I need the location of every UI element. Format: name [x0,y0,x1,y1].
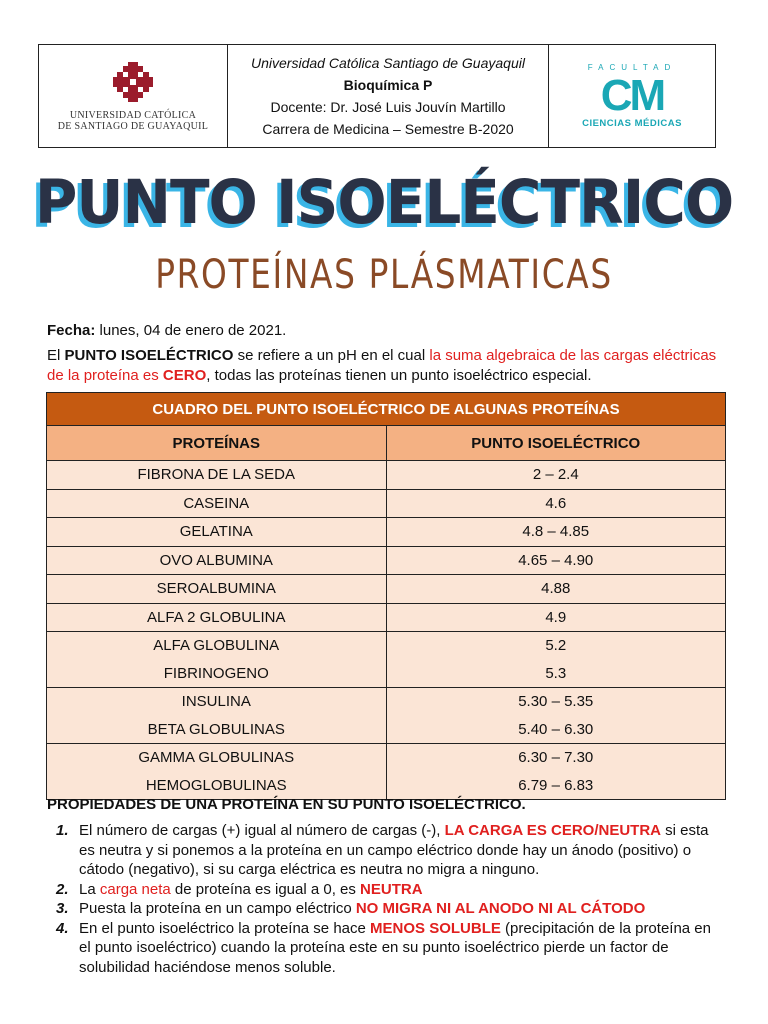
protein-name: OVO ALBUMINA [47,546,387,575]
intro-text-2: se refiere a un pH en el cual [233,347,430,364]
property-text: si esta es neutra y si ponemos a la proteína en un campo eléctrico donde hay un ánodo (positivo) o cátodo (negativo), si su carga eléctrica es neutra no migra a ninguno. [79,822,709,878]
page-subtitle: PROTEÍNAS PLÁSMATICAS [155,252,613,298]
document-header [38,44,716,148]
property-number: 2. [56,880,69,898]
property-text: La [79,880,100,898]
intro-text-1: El [47,347,65,364]
protein-name: FIBRINOGENO [47,660,387,688]
protein-name: GAMMA GLOBULINAS [47,744,387,772]
property-highlight: LA CARGA ES CERO/NEUTRA [444,822,661,839]
property-text: El número de cargas (+) igual al número de cargas (-), [79,822,445,839]
intro-text-3: , todas las proteínas tienen un punto isoeléctrico especial. [206,367,592,384]
table-row [47,744,726,772]
isoelectric-value: 5.30 – 5.35 [386,688,726,716]
course-name: Bioquímica P [343,77,433,93]
isoelectric-value: 4.65 – 4.90 [386,546,726,575]
isoelectric-table [46,392,726,800]
table-row [47,660,726,688]
university-cross-icon [111,60,155,104]
table-row [47,461,726,490]
protein-name: ALFA 2 GLOBULINA [47,603,387,632]
protein-name: CASEINA [47,489,387,518]
isoelectric-value: 5.2 [386,632,726,660]
table-row [47,546,726,575]
table-row [47,716,726,744]
isoelectric-value: 4.9 [386,603,726,632]
property-number: 1. [56,822,69,839]
table-row [47,575,726,604]
protein-name: FIBRONA DE LA SEDA [47,461,387,490]
property-text: Puesta la proteína en un campo eléctrico [79,900,356,917]
properties-list [47,821,715,977]
property-highlight: NO MIGRA NI AL ANODO NI AL CÁTODO [355,900,646,917]
property-item-2 [47,880,715,900]
table-row [47,518,726,547]
protein-name: GELATINA [47,518,387,547]
table-row [47,688,726,716]
faculty-label: FACULTAD [587,63,677,72]
property-item-3 [47,899,715,919]
property-item-1 [47,821,715,880]
intro-term: PUNTO ISOELÉCTRICO [64,347,234,364]
logo-left-line1: UNIVERSIDAD CATÓLICA [69,110,197,121]
protein-name: SEROALBUMINA [47,575,387,604]
table-row [47,632,726,660]
faculty-name: CIENCIAS MÉDICAS [582,118,682,129]
university-logo [39,45,228,147]
date-line [47,321,727,341]
isoelectric-value: 6.79 – 6.83 [386,772,726,800]
property-text: de proteína es igual a 0, es [170,880,361,898]
isoelectric-value: 4.8 – 4.85 [386,518,726,547]
property-number: 3. [56,900,69,917]
header-info [228,45,549,147]
table-header-pi: PUNTO ISOELÉCTRICO [386,426,726,461]
property-highlight: carga neta [99,880,171,898]
table-body [47,461,726,800]
protein-name: INSULINA [47,688,387,716]
career-semester: Carrera de Medicina – Semestre B-2020 [262,121,514,137]
isoelectric-value: 2 – 2.4 [386,461,726,490]
isoelectric-value: 4.6 [386,489,726,518]
property-text: En el punto isoeléctrico la proteína se hace [79,919,371,937]
isoelectric-value: 5.3 [386,660,726,688]
table-header-proteins: PROTEÍNAS [47,426,387,461]
protein-name: ALFA GLOBULINA [47,632,387,660]
date-label: Fecha: [47,322,96,339]
faculty-mark: CM [600,71,664,120]
properties-title: PROPIEDADES DE UNA PROTEÍNA EN SU PUNTO ISOELÉCTRICO. [47,796,526,813]
protein-name: HEMOGLOBULINAS [47,772,387,800]
property-highlight: MENOS SOLUBLE [370,919,501,937]
intro-highlight: la suma algebraica de las cargas eléctricas de la proteína es [47,347,717,384]
page-title: PUNTO ISOELÉCTRICO [34,166,734,238]
property-text: (precipitación de la proteína en el punto isoeléctrico) cuando la proteína este en su punto isoeléctrico pierde un factor de solubilidad haciéndose menos soluble. [79,919,711,976]
teacher-name: Docente: Dr. José Luis Jouvín Martillo [270,99,506,115]
table-title: CUADRO DEL PUNTO ISOELÉCTRICO DE ALGUNAS PROTEÍNAS [47,393,726,426]
property-highlight: NEUTRA [360,880,423,898]
logo-left-line2: DE SANTIAGO DE GUAYAQUIL [57,121,209,132]
property-number: 4. [56,919,69,937]
isoelectric-value: 5.40 – 6.30 [386,716,726,744]
faculty-logo [549,45,715,147]
university-name: Universidad Católica Santiago de Guayaquil [251,55,525,71]
table-row [47,603,726,632]
date-value: lunes, 04 de enero de 2021. [95,322,287,339]
intro-highlight-bold: CERO [162,367,207,384]
table-row [47,489,726,518]
isoelectric-value: 6.30 – 7.30 [386,744,726,772]
intro-paragraph [47,346,727,386]
protein-name: BETA GLOBULINAS [47,716,387,744]
property-item-4 [47,919,715,978]
isoelectric-value: 4.88 [386,575,726,604]
